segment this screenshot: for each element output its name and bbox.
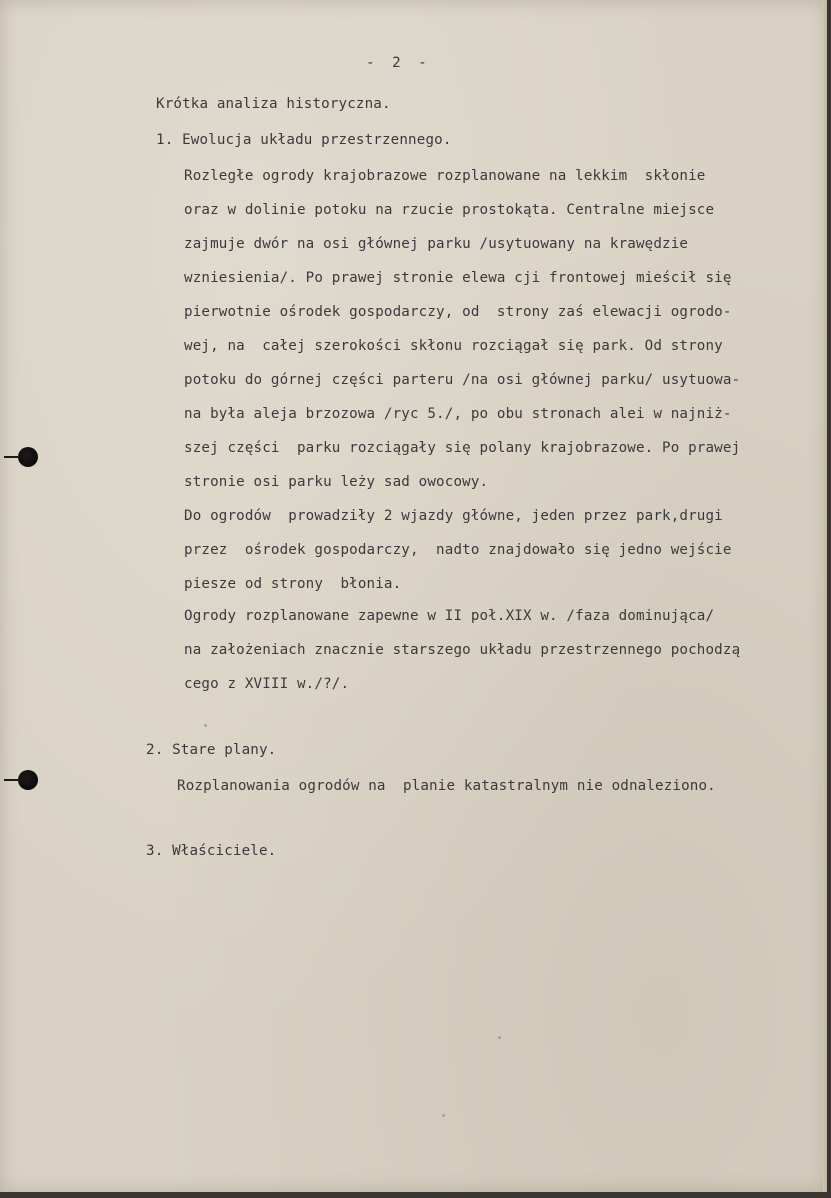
- paragraph-line: wzniesienia/. Po prawej stronie elewa cji frontowej mieścił się: [184, 270, 732, 286]
- heading: Krótka analiza historyczna.: [156, 96, 391, 112]
- paragraph-line: na była aleja brzozowa /ryc 5./, po obu stronach alei w najniż-: [184, 406, 732, 422]
- paragraph-line: Ogrody rozplanowane zapewne w II poł.XIX w. /faza dominująca/: [184, 608, 715, 624]
- paragraph-line: szej części parku rozciągały się polany krajobrazowe. Po prawej: [184, 440, 741, 456]
- paragraph-line: piesze od strony błonia.: [184, 576, 402, 592]
- page-number: - 2 -: [366, 55, 427, 71]
- paragraph-line: wej, na całej szerokości skłonu rozciągał się park. Od strony: [184, 338, 723, 354]
- section-title: 2. Stare plany.: [146, 742, 277, 758]
- section-title: 3. Właściciele.: [146, 843, 277, 859]
- paragraph-line: na założeniach znacznie starszego układu przestrzennego pochodzą: [184, 642, 741, 658]
- paragraph-line: pierwotnie ośrodek gospodarczy, od strony zaś elewacji ogrodo-: [184, 304, 732, 320]
- paragraph-line: Rozległe ogrody krajobrazowe rozplanowane na lekkim skłonie: [184, 168, 706, 184]
- paragraph-line: zajmuje dwór na osi głównej parku /usytuowany na krawędzie: [184, 236, 689, 252]
- paragraph-line: potoku do górnej części parteru /na osi głównej parku/ usytuowa-: [184, 372, 741, 388]
- paragraph-line: przez ośrodek gospodarczy, nadto znajdowało się jedno wejście: [184, 542, 732, 558]
- paragraph-line: oraz w dolinie potoku na rzucie prostokąta. Centralne miejsce: [184, 202, 715, 218]
- paragraph-line: stronie osi parku leży sad owocowy.: [184, 474, 489, 490]
- paragraph-line: cego z XVIII w./?/.: [184, 676, 350, 692]
- paragraph-line: Rozplanowania ogrodów na planie katastralnym nie odnaleziono.: [177, 778, 716, 794]
- punch-hole: [18, 770, 38, 790]
- paper-speck: [204, 724, 207, 727]
- page-edge: [823, 0, 827, 1192]
- punch-hole: [18, 447, 38, 467]
- paper-speck: [442, 1114, 445, 1117]
- section-title: 1. Ewolucja układu przestrzennego.: [156, 132, 452, 148]
- paper-speck: [498, 1036, 501, 1039]
- paragraph-line: Do ogrodów prowadziły 2 wjazdy główne, jeden przez park,drugi: [184, 508, 723, 524]
